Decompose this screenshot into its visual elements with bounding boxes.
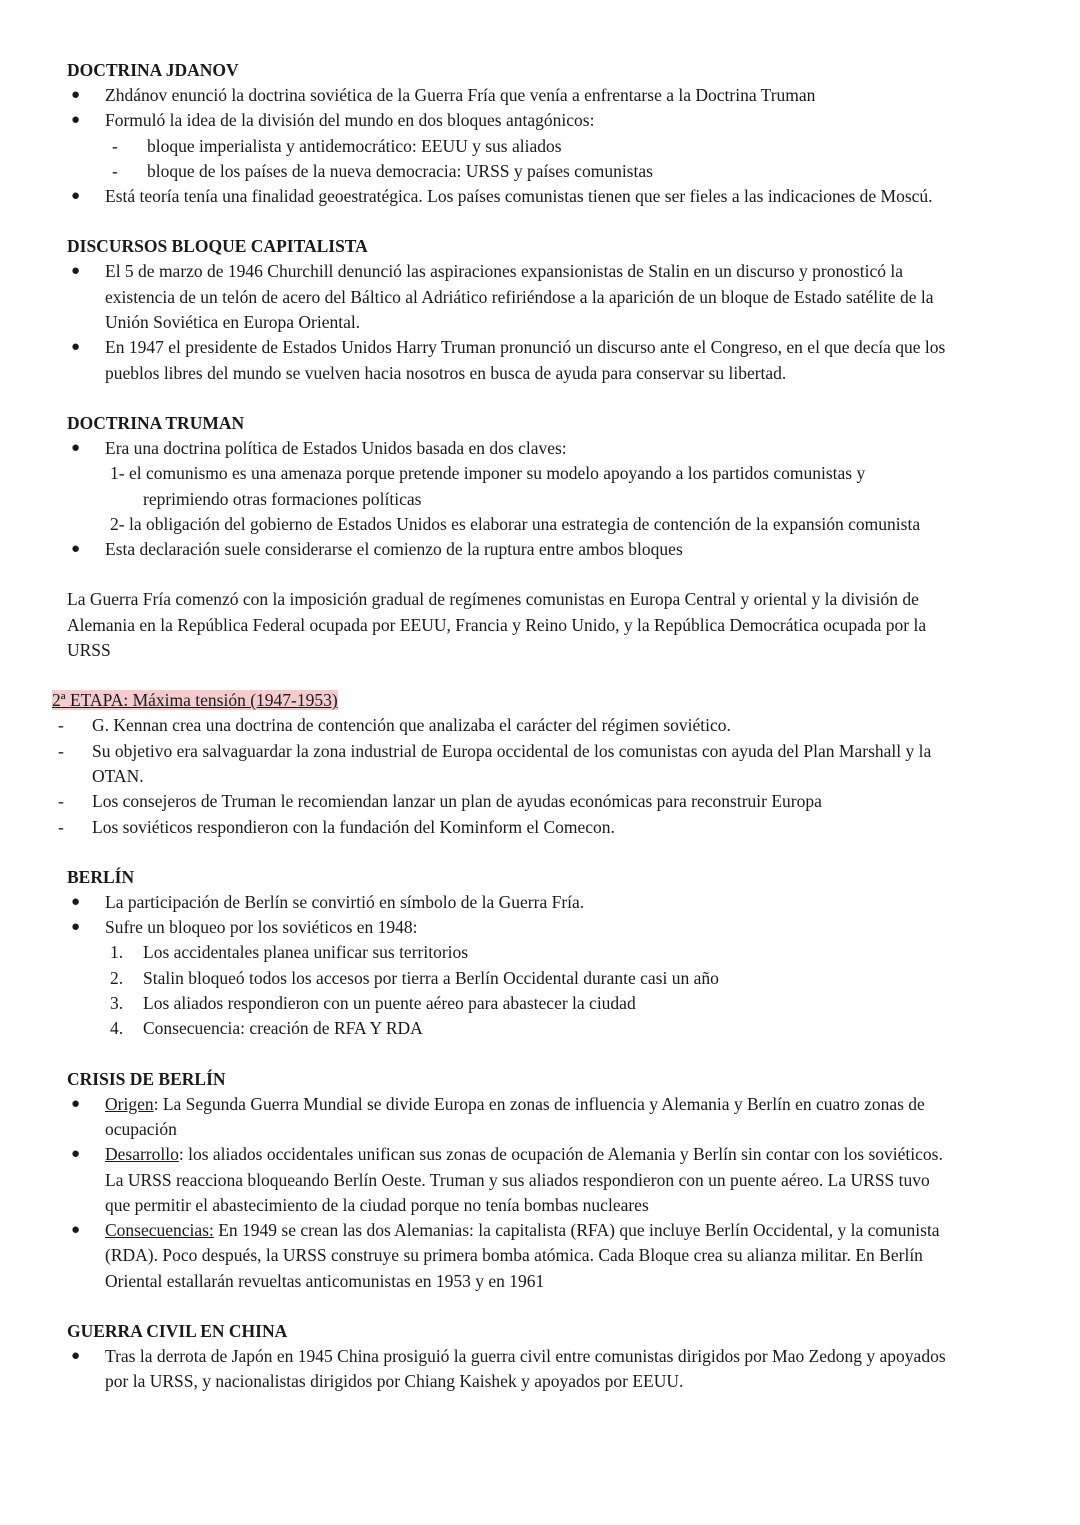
list-item-text: Los soviéticos respondieron con la fundación del Kominform el Comecon. bbox=[92, 816, 615, 837]
item-number: 1. bbox=[110, 942, 124, 963]
list-item bbox=[0, 890, 1080, 915]
numbered-item-continuation: reprimiendo otras formaciones políticas bbox=[143, 488, 422, 509]
list-item bbox=[0, 335, 1080, 360]
numbered-item: 2- la obligación del gobierno de Estados Unidos es elaborar una estrategia de contención de la expansión comunista bbox=[110, 513, 921, 534]
list-item-text: Formuló la idea de la división del mundo en dos bloques antagónicos: bbox=[105, 110, 595, 131]
list-item bbox=[0, 259, 1080, 284]
ordered-item bbox=[0, 1016, 1080, 1041]
list-item bbox=[0, 184, 1080, 209]
list-item-text: En 1949 se crean las dos Alemanias: la capitalista (RFA) que incluye Berlín Occidental, y la comunista bbox=[213, 1220, 940, 1241]
paragraph-line: Alemania en la República Federal ocupada por EEUU, Francia y Reino Unido, y la República Democrática ocupada por la bbox=[67, 614, 927, 635]
ordered-item bbox=[0, 966, 1080, 991]
dash-icon: - bbox=[112, 135, 118, 156]
list-item-text: Su objetivo era salvaguardar la zona industrial de Europa occidental de los comunistas con ayuda del Plan Marshall y la bbox=[92, 740, 932, 761]
dash-icon: - bbox=[58, 740, 64, 761]
list-item-continuation: existencia de un telón de acero del Báltico al Adriático refiriéndose a la aparición de un bloque de Estado satélite de la bbox=[105, 286, 934, 307]
list-item-text: Tras la derrota de Japón en 1945 China prosiguió la guerra civil entre comunistas dirigidos por Mao Zedong y apoyados bbox=[105, 1345, 946, 1366]
list-item-text: En 1947 el presidente de Estados Unidos Harry Truman pronunció un discurso ante el Congreso, en el que decía que los bbox=[105, 337, 946, 358]
list-item-text: Está teoría tenía una finalidad geoestratégica. Los países comunistas tienen que ser fieles a las indicaciones de Moscú. bbox=[105, 186, 933, 207]
item-number: 4. bbox=[110, 1018, 124, 1039]
list-item bbox=[0, 1218, 1080, 1243]
list-item bbox=[0, 83, 1080, 108]
list-item-text: Los consejeros de Truman le recomiendan lanzar un plan de ayudas económicas para reconstruir Europa bbox=[92, 791, 822, 812]
bullet-icon: ● bbox=[71, 893, 81, 910]
heading-berlin: BERLÍN bbox=[67, 866, 135, 887]
list-item bbox=[0, 915, 1080, 940]
dash-item bbox=[0, 789, 1080, 814]
bullet-icon: ● bbox=[71, 541, 81, 558]
list-item-continuation: (RDA). Poco después, la URSS construye su primera bomba atómica. Cada Bloque crea su alianza militar. En Berlín bbox=[105, 1245, 923, 1266]
paragraph-line: URSS bbox=[67, 640, 111, 661]
list-item bbox=[0, 1092, 1080, 1117]
bullet-icon: ● bbox=[71, 919, 81, 936]
list-item-text: bloque de los países de la nueva democracia: URSS y países comunistas bbox=[147, 160, 653, 181]
desarrollo-label: Desarrollo bbox=[105, 1144, 179, 1165]
sub-list-item bbox=[0, 134, 1080, 159]
list-item-text: Sufre un bloqueo por los soviéticos en 1948: bbox=[105, 917, 418, 938]
ordered-item bbox=[0, 991, 1080, 1016]
list-item-text: Era una doctrina política de Estados Unidos basada en dos claves: bbox=[105, 437, 567, 458]
list-item-text: Stalin bloqueó todos los accesos por tierra a Berlín Occidental durante casi un año bbox=[143, 967, 719, 988]
heading-doctrina-truman: DOCTRINA TRUMAN bbox=[67, 412, 245, 433]
dash-icon: - bbox=[58, 791, 64, 812]
list-item-continuation: por la URSS, y nacionalistas dirigidos por Chiang Kaishek y apoyados por EEUU. bbox=[105, 1371, 684, 1392]
list-item bbox=[0, 537, 1080, 562]
bullet-icon: ● bbox=[71, 188, 81, 205]
bullet-icon: ● bbox=[71, 1095, 81, 1112]
document-page bbox=[0, 58, 1080, 1395]
consecuencias-label: Consecuencias: bbox=[105, 1220, 214, 1241]
list-item-text: Consecuencia: creación de RFA Y RDA bbox=[143, 1018, 423, 1039]
list-item-continuation: pueblos libres del mundo se vuelven hacia nosotros en busca de ayuda para conservar su libertad. bbox=[105, 362, 787, 383]
list-item-text: La participación de Berlín se convirtió en símbolo de la Guerra Fría. bbox=[105, 891, 585, 912]
list-item-continuation: La URSS reacciona bloqueando Berlín Oeste. Truman y sus aliados respondieron con un puente aéreo. La URSS tuvo bbox=[105, 1169, 930, 1190]
item-number: 2. bbox=[110, 967, 124, 988]
list-item bbox=[0, 1142, 1080, 1167]
bullet-icon: ● bbox=[71, 1347, 81, 1364]
numbered-item: 1- el comunismo es una amenaza porque pretende imponer su modelo apoyando a los partidos comunistas y bbox=[110, 463, 866, 484]
list-item-continuation: Unión Soviética en Europa Oriental. bbox=[105, 312, 361, 333]
list-item-text: El 5 de marzo de 1946 Churchill denunció las aspiraciones expansionistas de Stalin en un discurso y pronosticó la bbox=[105, 261, 904, 282]
heading-doctrina-jdanov: DOCTRINA JDANOV bbox=[67, 60, 239, 80]
origen-label: Origen bbox=[105, 1093, 154, 1114]
list-item-text: Zhdánov enunció la doctrina soviética de la Guerra Fría que venía a enfrentarse a la Doctrina Truman bbox=[105, 85, 816, 105]
list-item-continuation: que permitir el abastecimiento de la ciudad porque no tenía bombas nucleares bbox=[105, 1194, 649, 1215]
dash-item-continuation: OTAN. bbox=[92, 765, 144, 786]
sub-list-item bbox=[0, 159, 1080, 184]
heading-guerra-civil-en-china: GUERRA CIVIL EN CHINA bbox=[67, 1320, 288, 1341]
list-item bbox=[0, 436, 1080, 461]
dash-icon: - bbox=[58, 816, 64, 837]
highlighted-heading-text: 2ª ETAPA: Máxima tensión (1947-1953) bbox=[52, 690, 338, 711]
bullet-icon: ● bbox=[71, 439, 81, 456]
list-item-text: Esta declaración suele considerarse el comienzo de la ruptura entre ambos bloques bbox=[105, 539, 683, 560]
bullet-icon: ● bbox=[71, 339, 81, 356]
heading-crisis-de-berlin: CRISIS DE BERLÍN bbox=[67, 1068, 226, 1089]
dash-icon: - bbox=[112, 160, 118, 181]
list-item-text: bloque imperialista y antidemocrático: EEUU y sus aliados bbox=[147, 135, 562, 156]
list-item-continuation: ocupación bbox=[105, 1118, 177, 1139]
list-item-text: G. Kennan crea una doctrina de contención que analizaba el carácter del régimen soviético. bbox=[92, 715, 731, 736]
list-item-continuation: Oriental estallarán revueltas anticomunistas en 1953 y en 1961 bbox=[105, 1270, 545, 1291]
list-item bbox=[0, 108, 1080, 133]
list-item-text: Los accidentales planea unificar sus territorios bbox=[143, 942, 469, 963]
item-number: 3. bbox=[110, 993, 124, 1014]
ordered-item bbox=[0, 940, 1080, 965]
list-item-text: : los aliados occidentales unifican sus zonas de ocupación de Alemania y Berlín sin contar con los soviéticos. bbox=[178, 1144, 943, 1165]
list-item-text: : La Segunda Guerra Mundial se divide Europa en zonas de influencia y Alemania y Berlín en cuatro zonas de bbox=[153, 1093, 925, 1114]
list-item-text: Los aliados respondieron con un puente aéreo para abastecer la ciudad bbox=[143, 993, 636, 1014]
bullet-icon: ● bbox=[71, 112, 81, 129]
bullet-icon: ● bbox=[71, 263, 81, 280]
paragraph-line: La Guerra Fría comenzó con la imposición gradual de regímenes comunistas en Europa Central y oriental y la división de bbox=[67, 589, 919, 610]
bullet-icon: ● bbox=[71, 87, 81, 103]
heading-segunda-etapa bbox=[52, 688, 1080, 713]
list-item bbox=[0, 1344, 1080, 1369]
dash-icon: - bbox=[58, 715, 64, 736]
dash-item bbox=[0, 815, 1080, 840]
bullet-icon: ● bbox=[71, 1146, 81, 1163]
dash-item bbox=[0, 739, 1080, 764]
dash-item bbox=[0, 713, 1080, 738]
bullet-icon: ● bbox=[71, 1222, 81, 1239]
heading-discursos-bloque-capitalista: DISCURSOS BLOQUE CAPITALISTA bbox=[67, 236, 368, 257]
